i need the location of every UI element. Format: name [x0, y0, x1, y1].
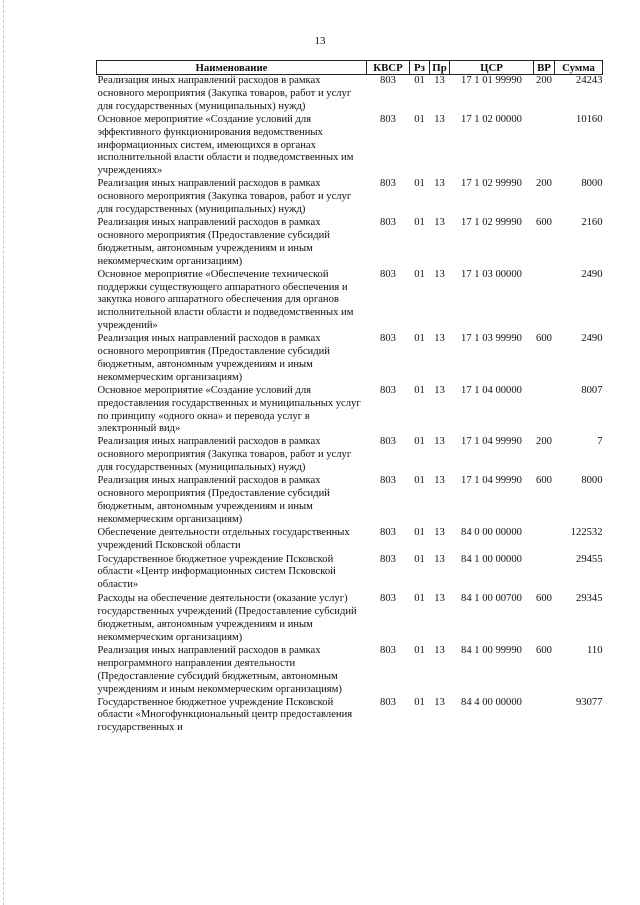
row-kvsr: 803 [380, 436, 396, 448]
row-sum: 122532 [570, 526, 603, 538]
row-pr: 13 [434, 593, 445, 605]
row-rz: 01 [414, 644, 425, 656]
row-csr: 17 1 04 99990 [461, 475, 522, 487]
row-csr: 84 0 00 00000 [461, 526, 522, 538]
row-pr: 13 [434, 553, 445, 565]
row-vr [534, 114, 555, 179]
row-kvsr: 803 [380, 475, 396, 487]
row-rz: 01 [414, 593, 425, 605]
row-pr: 13 [434, 113, 445, 125]
row-name: Реализация иных направлений расходов в рамках основного мероприятия (Предоставление субсидий бюджетным, автономным учреждениям и иным некоммерческим организациям) [97, 475, 330, 525]
row-rz: 01 [414, 475, 425, 487]
row-vr [534, 527, 555, 554]
table-row [97, 436, 603, 475]
table-row [97, 178, 603, 217]
row-vr: 600 [536, 333, 552, 345]
row-sum: 29345 [576, 593, 603, 605]
row-kvsr: 803 [380, 553, 396, 565]
row-rz: 01 [414, 696, 425, 708]
row-sum: 10160 [576, 113, 603, 125]
row-rz: 01 [414, 553, 425, 565]
header-rz: Рз [410, 61, 430, 75]
row-sum: 2490 [581, 333, 603, 345]
row-kvsr: 803 [380, 333, 396, 345]
row-rz: 01 [414, 436, 425, 448]
row-sum: 93077 [576, 696, 603, 708]
row-vr: 600 [536, 475, 552, 487]
row-name: Основное мероприятие «Обеспечение технической поддержки существующего аппаратного обеспечения и закупка нового аппаратного обеспечения для органов исполнительной власти области и подведомственных им учреждений» [97, 268, 354, 332]
row-name: Реализация иных направлений расходов в рамках основного мероприятия (Предоставление субсидий бюджетным, автономным учреждениям и иным некоммерческим организациям) [97, 333, 330, 383]
row-vr [534, 269, 555, 334]
row-pr: 13 [434, 268, 445, 280]
row-csr: 17 1 04 00000 [461, 384, 522, 396]
row-sum: 8000 [581, 178, 603, 190]
row-csr: 17 1 01 99990 [461, 75, 522, 86]
row-sum: 8007 [581, 384, 603, 396]
row-name: Государственное бюджетное учреждение Псковской области «Многофункциональный центр предоставления государственных и [97, 696, 353, 734]
row-kvsr: 803 [380, 75, 396, 86]
row-kvsr: 803 [380, 384, 396, 396]
row-csr: 84 1 00 99990 [461, 644, 522, 656]
header-csr: ЦСР [450, 61, 534, 75]
row-vr [534, 697, 555, 736]
row-kvsr: 803 [380, 178, 396, 190]
row-rz: 01 [414, 333, 425, 345]
row-kvsr: 803 [380, 644, 396, 656]
row-pr: 13 [434, 333, 445, 345]
row-sum: 2160 [581, 216, 603, 228]
row-csr: 17 1 02 00000 [461, 113, 522, 125]
row-sum: 110 [587, 644, 603, 656]
budget-table [96, 60, 603, 735]
row-vr [534, 554, 555, 594]
row-name: Реализация иных направлений расходов в рамках основного мероприятия (Закупка товаров, работ и услуг для государственных (муниципальных) нужд) [97, 436, 352, 474]
table-row [97, 593, 603, 645]
row-rz: 01 [414, 268, 425, 280]
row-vr [534, 385, 555, 437]
row-sum: 24243 [576, 75, 603, 86]
row-pr: 13 [434, 75, 445, 86]
table-row [97, 333, 603, 385]
row-vr: 200 [536, 436, 552, 448]
row-pr: 13 [434, 384, 445, 396]
header-pr: Пр [430, 61, 450, 75]
row-name: Государственное бюджетное учреждение Псковской области «Центр информационных систем Псковской области» [97, 553, 336, 591]
row-pr: 13 [434, 526, 445, 538]
table-row [97, 554, 603, 594]
row-csr: 17 1 03 99990 [461, 333, 522, 345]
row-csr: 84 4 00 00000 [461, 696, 522, 708]
table-row [97, 645, 603, 697]
row-kvsr: 803 [380, 216, 396, 228]
row-name: Основное мероприятие «Создание условий для эффективного функционирования ведомственных информационных систем, имеющихся в органах исполнительной власти области и подведомственных им учреждениях» [97, 113, 354, 177]
table-row [97, 75, 603, 114]
row-rz: 01 [414, 75, 425, 86]
row-rz: 01 [414, 384, 425, 396]
table-row [97, 385, 603, 437]
row-csr: 17 1 03 00000 [461, 268, 522, 280]
row-name: Реализация иных направлений расходов в рамках основного мероприятия (Предоставление субсидий бюджетным, автономным учреждениям и иным некоммерческим организациям) [97, 216, 330, 267]
row-name: Реализация иных направлений расходов в рамках непрограммного направления деятельности (Предоставление субсидий бюджетным, автономным учреждениям и иным некоммерческим организациям) [97, 644, 342, 695]
row-name: Расходы на обеспечение деятельности (оказание услуг) государственных учреждений (Предоставление субсидий бюджетным, автономным учреждениям и иным некоммерческим организациям) [97, 593, 357, 643]
row-sum: 2490 [581, 268, 603, 280]
row-name: Реализация иных направлений расходов в рамках основного мероприятия (Закупка товаров, работ и услуг для государственных (муниципальных) нужд) [97, 75, 352, 112]
row-sum: 29455 [576, 553, 603, 565]
row-kvsr: 803 [380, 526, 396, 538]
header-name: Наименование [97, 61, 367, 75]
table-row [97, 527, 603, 554]
row-kvsr: 803 [380, 593, 396, 605]
row-csr: 17 1 02 99990 [461, 216, 522, 228]
row-csr: 84 1 00 00000 [461, 553, 522, 565]
row-name: Реализация иных направлений расходов в рамках основного мероприятия (Закупка товаров, работ и услуг для государственных (муниципальных) нужд) [97, 178, 352, 216]
header-vr: ВР [534, 61, 555, 75]
page-edge [3, 0, 4, 905]
row-vr: 600 [536, 644, 552, 656]
row-rz: 01 [414, 178, 425, 190]
page-number: 13 [314, 35, 326, 47]
table-row [97, 697, 603, 736]
row-name: Обеспечение деятельности отдельных государственных учреждений Псковской области [97, 526, 350, 551]
row-pr: 13 [434, 178, 445, 190]
table-row [97, 114, 603, 179]
row-rz: 01 [414, 526, 425, 538]
row-vr: 200 [536, 178, 552, 190]
table-row [97, 269, 603, 334]
row-pr: 13 [434, 216, 445, 228]
table-row [97, 475, 603, 527]
row-kvsr: 803 [380, 268, 396, 280]
row-csr: 17 1 04 99990 [461, 436, 522, 448]
row-pr: 13 [434, 696, 445, 708]
row-rz: 01 [414, 113, 425, 125]
header-kvsr: КВСР [367, 61, 410, 75]
row-vr: 200 [536, 75, 552, 86]
table-header-row [97, 61, 603, 75]
row-vr: 600 [536, 216, 552, 228]
row-sum: 8000 [581, 475, 603, 487]
row-vr: 600 [536, 593, 552, 605]
row-rz: 01 [414, 216, 425, 228]
row-pr: 13 [434, 436, 445, 448]
row-kvsr: 803 [380, 113, 396, 125]
header-sum: Сумма [555, 61, 603, 75]
row-name: Основное мероприятие «Создание условий для предоставления государственных и муниципальных услуг по принципу «одного окна» и перевода услуг в электронный вид» [97, 384, 361, 435]
row-pr: 13 [434, 644, 445, 656]
row-pr: 13 [434, 475, 445, 487]
table-row [97, 217, 603, 269]
row-csr: 17 1 02 99990 [461, 178, 522, 190]
row-csr: 84 1 00 00700 [461, 593, 522, 605]
row-kvsr: 803 [380, 696, 396, 708]
row-sum: 7 [597, 436, 603, 448]
